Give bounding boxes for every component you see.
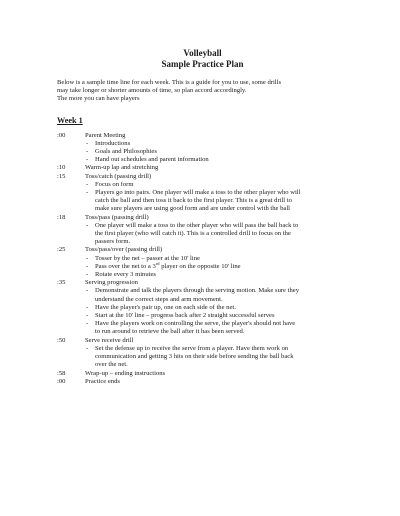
intro-paragraph (57, 79, 348, 104)
schedule-entry (57, 279, 348, 336)
bullet-line: - Demonstrate and talk the players through the serving motion. Make sure they (95, 287, 299, 295)
entry-content (85, 246, 348, 279)
entry-time: :25 (57, 246, 66, 254)
entry-activity: Parent Meeting (85, 131, 126, 139)
bullet-item (85, 312, 348, 320)
entry-time: :50 (57, 336, 66, 344)
bullet-item (85, 140, 348, 148)
entry-time: :10 (57, 164, 66, 172)
bullet-line: - Rotate every 3 minutes (95, 271, 156, 279)
document-title (57, 48, 348, 70)
bullet-item (85, 304, 348, 312)
week-heading: Week 1 (57, 115, 83, 125)
bullet-line: passers form. (95, 238, 131, 246)
bullet-item (85, 287, 348, 303)
entry-time: :35 (57, 279, 66, 287)
entry-bullets (85, 222, 348, 247)
title-line-1: Volleyball (183, 48, 222, 58)
bullet-line: - One player will make a toss to the other player who will pass the ball back to (95, 221, 299, 229)
entry-activity: Warm-up lap and stretching (85, 164, 159, 172)
entry-content (85, 173, 348, 214)
bullet-line: over the net. (95, 361, 128, 369)
bullet-line: - Set the defense up to receive the serve from a player. Have them work on (95, 344, 289, 352)
bullet-item (85, 271, 348, 279)
entry-time: :18 (57, 213, 66, 221)
entry-content (85, 279, 348, 336)
entry-time: :15 (57, 172, 66, 180)
schedule-entry (57, 164, 348, 172)
bullet-line: - Focus on form (95, 180, 134, 188)
entry-time: :00 (57, 131, 66, 139)
entry-content (85, 132, 348, 165)
schedule-entry (57, 337, 348, 370)
bullet-item (85, 189, 348, 214)
bullet-line: communication and getting 3 hits on their side before sending the ball back (95, 353, 294, 361)
bullet-item (85, 255, 348, 263)
entry-bullets (85, 345, 348, 370)
entry-activity: Toss/pass/over (passing drill) (85, 246, 163, 254)
entry-activity: Serve receive drill (85, 336, 134, 344)
entry-content (85, 337, 348, 370)
bullet-line: - Goals and Philosophies (95, 148, 157, 156)
entry-time: :00 (57, 377, 66, 385)
intro-line: may take longer or shorter amounts of time, so plan accord accordingly. (57, 87, 247, 95)
bullet-line: - Have the player's pair up, one on each side of the net. (95, 303, 236, 311)
entry-content (85, 164, 348, 172)
bullet-item (85, 345, 348, 370)
bullet-line: understand the correct steps and arm movement. (95, 295, 223, 303)
bullet-line: - Players go into pairs. One player will make a toss to the other player who will (95, 189, 301, 197)
entry-time: :58 (57, 369, 66, 377)
bullet-line: - Tosser by the net – passer at the 10' line (95, 254, 200, 262)
bullet-line: the first player (who will catch it). This is a controlled drill to focus on the (95, 230, 291, 238)
bullet-item (85, 156, 348, 164)
entry-activity: Wrap-up – ending instructions (85, 369, 166, 377)
bullet-line: - Introductions (95, 139, 131, 147)
intro-line: The more you can have players (57, 95, 140, 103)
bullet-line: - Pass over the net to a 3rd player on the opposite 10' line (95, 260, 241, 270)
entry-activity: Toss/pass (passing drill) (85, 213, 149, 221)
bullet-item (85, 260, 348, 271)
schedule-entry (57, 132, 348, 165)
schedule-entry (57, 370, 348, 378)
bullet-item (85, 148, 348, 156)
entry-activity: Toss/catch (passing drill) (85, 172, 152, 180)
entry-activity: Practice ends (85, 377, 120, 385)
schedule-list (57, 132, 348, 386)
schedule-entry (57, 246, 348, 279)
schedule-entry (57, 173, 348, 214)
bullet-item (85, 320, 348, 336)
intro-line: Below is a sample time line for each week. This is a guide for you to use, some drills (57, 79, 282, 86)
entry-content (85, 214, 348, 247)
bullet-line: make sure players are using good form and are under control with the ball (95, 205, 291, 213)
bullet-line: - Have the players work on controlling the serve, the player's should not have (95, 320, 296, 328)
entry-content (85, 378, 348, 386)
bullet-line: catch the ball and then toss it back to the first player. This is a great drill to (95, 197, 292, 205)
schedule-entry (57, 214, 348, 247)
bullet-line: to run around to retrieve the ball after it has been served. (95, 328, 245, 336)
bullet-line: - Hand out schedules and parent information (95, 156, 209, 164)
bullet-item (85, 222, 348, 247)
entry-activity: Serving progression (85, 279, 138, 287)
bullet-item (85, 181, 348, 189)
entry-bullets (85, 255, 348, 280)
entry-bullets (85, 287, 348, 336)
bullet-line: - Start at the 10' line – progress back after 2 straight successful serves (95, 312, 275, 320)
title-line-2: Sample Practice Plan (161, 59, 244, 69)
entry-bullets (85, 181, 348, 214)
entry-content (85, 370, 348, 378)
schedule-entry (57, 378, 348, 386)
entry-bullets (85, 140, 348, 165)
